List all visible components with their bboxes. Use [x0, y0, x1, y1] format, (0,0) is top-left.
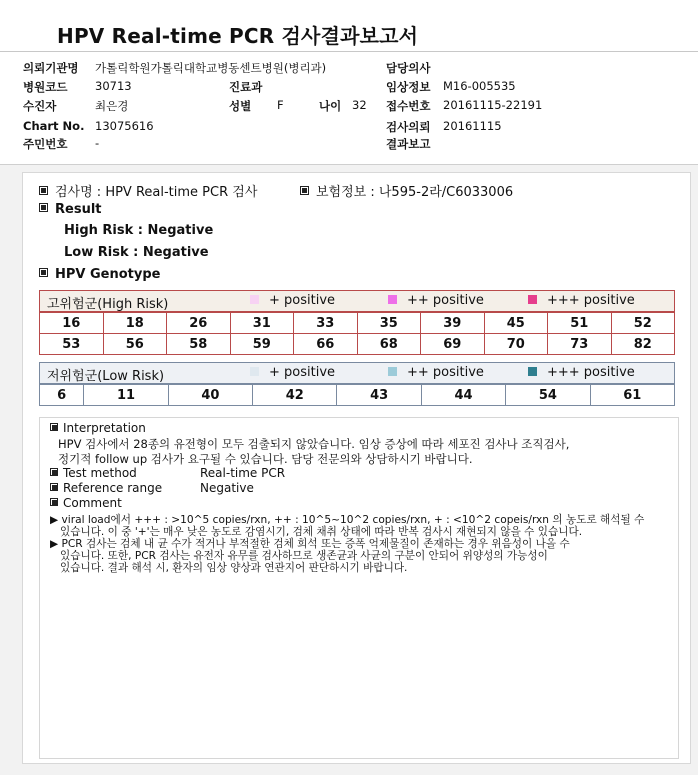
table-row	[40, 334, 675, 355]
square-bullet-icon	[50, 468, 58, 476]
legend-plus-plus: ++ positive	[388, 293, 484, 308]
chart-value: 13075616	[95, 119, 154, 133]
doctor-label: 담당의사	[386, 61, 431, 75]
insurance-row	[300, 181, 513, 200]
interpretation-heading: Interpretation	[63, 421, 146, 435]
interpretation-line-1: HPV 검사에서 28종의 유전형이 모두 검출되지 않았습니다. 임상 증상에 따라 세포진 검사나 조직검사,	[58, 437, 570, 451]
age-label: 나이	[319, 99, 342, 113]
table-row	[40, 385, 675, 406]
divider	[0, 51, 698, 52]
reference-range-value: Negative	[200, 481, 254, 495]
genotype-cell: 45	[484, 313, 548, 334]
genotype-cell: 73	[548, 334, 612, 355]
reference-range-row	[50, 481, 162, 495]
age-value: 32	[352, 98, 367, 112]
interpretation-box	[39, 417, 679, 759]
page-title: HPV Real-time PCR 검사결과보고서	[57, 24, 419, 48]
test-method-value: Real-time PCR	[200, 466, 286, 480]
reference-range-label: Reference range	[63, 481, 163, 495]
genotype-cell: 39	[421, 313, 485, 334]
genotype-cell: 42	[253, 385, 337, 406]
comment-line: 있습니다. 이 중 '+'는 매우 낮은 농도로 감염시기, 검체 채취 상태에 따라 반복 검사시 재현되지 않을 수 있습니다.	[60, 526, 583, 538]
genotype-cell: 69	[421, 334, 485, 355]
genotype-cell: 43	[337, 385, 421, 406]
genotype-cell: 11	[84, 385, 168, 406]
genotype-cell: 6	[40, 385, 84, 406]
high-risk-group-label: 고위험군(High Risk)	[47, 297, 169, 312]
square-bullet-icon	[39, 186, 48, 195]
sex-value: F	[277, 98, 284, 112]
genotype-cell: 54	[506, 385, 590, 406]
high-risk-result: High Risk : Negative	[64, 223, 214, 238]
genotype-cell: 68	[357, 334, 421, 355]
request-label: 검사의뢰	[386, 120, 431, 134]
low-risk-group-label: 저위험군(Low Risk)	[47, 369, 165, 384]
square-bullet-icon	[50, 498, 58, 506]
comment-line: ▶ PCR 검사는 검체 내 균 수가 적거나 부적절한 검체 희석 또는 증폭 억제물질이 존재하는 경우 위음성이 나올 수	[50, 538, 570, 550]
low-risk-table	[39, 384, 675, 406]
genotype-cell: 40	[168, 385, 252, 406]
genotype-cell: 58	[167, 334, 231, 355]
genotype-cell: 51	[548, 313, 612, 334]
comment-heading: Comment	[63, 496, 122, 510]
collector-label: 수진자	[23, 99, 57, 113]
square-bullet-icon	[50, 423, 58, 431]
genotype-cell: 26	[167, 313, 231, 334]
chart-label: Chart No.	[23, 119, 85, 133]
test-method-label: Test method	[63, 466, 137, 480]
legend-swatch	[528, 295, 537, 304]
legend-plus-plus: ++ positive	[388, 365, 484, 380]
institution-value: 가톨릭학원가톨릭대학교병동센트병원(병리과)	[95, 61, 327, 75]
genotype-cell: 16	[40, 313, 104, 334]
sex-label: 성별	[229, 99, 252, 113]
legend-plus: + positive	[250, 293, 335, 308]
report-body	[22, 172, 691, 764]
genotype-cell: 35	[357, 313, 421, 334]
request-value: 20161115	[443, 119, 502, 133]
genotype-cell: 18	[103, 313, 167, 334]
square-bullet-icon	[50, 483, 58, 491]
genotype-cell: 70	[484, 334, 548, 355]
square-bullet-icon	[39, 203, 48, 212]
genotype-cell: 82	[611, 334, 675, 355]
legend-plus-plus-plus: +++ positive	[528, 365, 635, 380]
department-label: 진료과	[229, 80, 263, 94]
genotype-cell: 61	[590, 385, 674, 406]
comment-line: ▶ viral load에서 +++ : >10^5 copies/rxn, ++ : 10^5~10^2 copies/rxn, + : <10^2 copeis/rxn 의 농도로 해석될 수	[50, 514, 645, 526]
comment-line: 있습니다. 또한, PCR 검사는 유전자 유무를 검사하므로 생존균과 사균의 구분이 안되어 위양성의 가능성이	[60, 550, 548, 562]
hospital-code-value: 30713	[95, 79, 132, 93]
result-heading-row	[39, 202, 102, 217]
genotype-cell: 44	[421, 385, 505, 406]
result-heading: Result	[55, 202, 102, 217]
interpretation-heading-row	[50, 421, 146, 435]
legend-swatch	[388, 367, 397, 376]
table-row	[40, 313, 675, 334]
genotype-cell: 52	[611, 313, 675, 334]
legend-swatch	[528, 367, 537, 376]
low-risk-result: Low Risk : Negative	[64, 245, 209, 260]
genotype-cell: 66	[294, 334, 358, 355]
receipt-value: 20161115-22191	[443, 98, 543, 112]
test-name-row	[39, 181, 257, 200]
collector-value: 최은경	[95, 99, 129, 113]
clinical-info-value: M16-005535	[443, 79, 516, 93]
test-name: 검사명 : HPV Real-time PCR 검사	[55, 185, 258, 200]
legend-plus: + positive	[250, 365, 335, 380]
square-bullet-icon	[300, 186, 309, 195]
resident-label: 주민번호	[23, 137, 68, 151]
report-header	[0, 0, 698, 165]
legend-swatch	[250, 295, 259, 304]
interpretation-line-2: 정기적 follow up 검사가 요구될 수 있습니다. 담당 전문의와 상담하시기 바랍니다.	[58, 452, 473, 466]
clinical-info-label: 임상정보	[386, 80, 431, 94]
genotype-cell: 59	[230, 334, 294, 355]
legend-plus-plus-plus: +++ positive	[528, 293, 635, 308]
hospital-code-label: 병원코드	[23, 80, 68, 94]
square-bullet-icon	[39, 268, 48, 277]
test-method-row	[50, 466, 137, 480]
insurance-info: 보험정보 : 나595-2라/C6033006	[316, 185, 514, 200]
high-risk-header	[39, 290, 675, 312]
legend-swatch	[388, 295, 397, 304]
genotype-cell: 31	[230, 313, 294, 334]
low-risk-header	[39, 362, 675, 384]
genotype-heading: HPV Genotype	[55, 267, 161, 282]
genotype-cell: 53	[40, 334, 104, 355]
genotype-cell: 33	[294, 313, 358, 334]
high-risk-table	[39, 312, 675, 355]
result-report-label: 결과보고	[386, 137, 431, 151]
comment-heading-row	[50, 496, 122, 510]
legend-swatch	[250, 367, 259, 376]
genotype-heading-row	[39, 267, 160, 282]
institution-label: 의뢰기관명	[23, 61, 79, 75]
comment-line: 있습니다. 결과 해석 시, 환자의 임상 양상과 연관지어 판단하시기 바랍니다.	[60, 562, 408, 574]
genotype-cell: 56	[103, 334, 167, 355]
resident-value: -	[95, 136, 100, 150]
receipt-label: 접수번호	[386, 99, 431, 113]
